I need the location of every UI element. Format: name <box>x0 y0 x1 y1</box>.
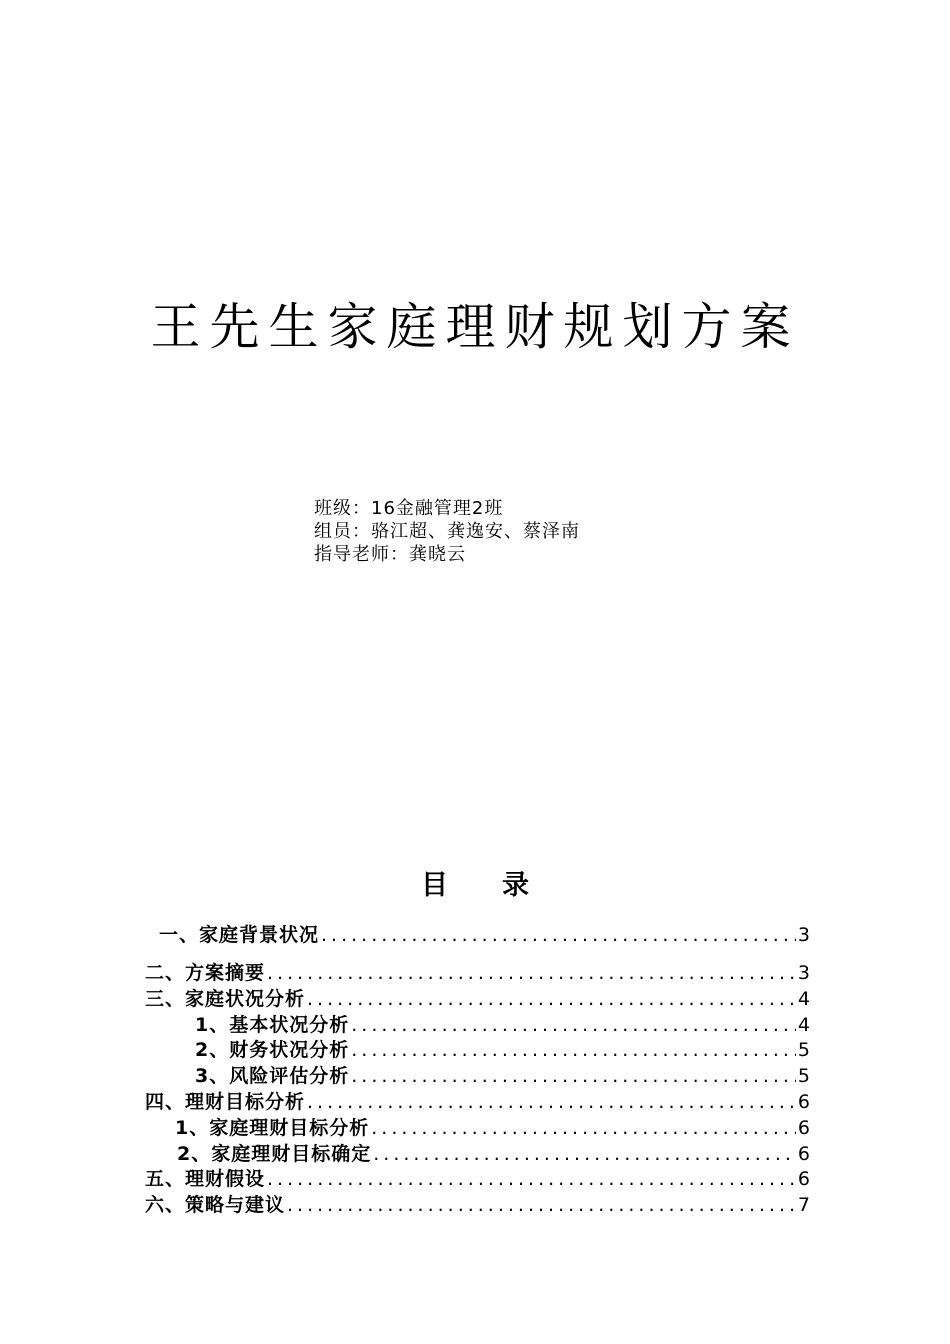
toc-entry[interactable] <box>145 1116 810 1142</box>
toc-entry-page: 4 <box>797 987 810 1010</box>
toc-entry[interactable] <box>145 961 810 987</box>
toc-entry-label: 二、方案摘要 <box>145 962 266 984</box>
toc-entry[interactable] <box>145 1038 810 1064</box>
toc-entry-page: 4 <box>797 1013 810 1036</box>
toc-entry-page: 3 <box>797 924 810 946</box>
toc-entry-page: 6 <box>797 1142 810 1165</box>
toc-leader-dots <box>307 987 796 1013</box>
toc-entry[interactable] <box>145 1090 810 1116</box>
toc-entry-label: 2、家庭理财目标确定 <box>177 1142 372 1165</box>
toc-entry[interactable] <box>145 987 810 1013</box>
document-title: 王先生家庭理财规划方案 <box>150 298 800 356</box>
members-line: 组员：骆江超、龚逸安、蔡泽南 <box>314 521 580 542</box>
advisor-line: 指导老师：龚晓云 <box>314 544 466 565</box>
toc-entry-label: 三、家庭状况分析 <box>145 987 306 1010</box>
toc-entry-page: 6 <box>797 1090 810 1113</box>
toc-entry[interactable] <box>145 1142 810 1168</box>
toc-entry-label: 2、财务状况分析 <box>195 1039 350 1062</box>
toc-entry[interactable] <box>145 1167 810 1193</box>
toc-heading <box>0 866 950 906</box>
document-info <box>314 497 580 566</box>
toc-leader-dots <box>373 1142 796 1168</box>
table-of-contents <box>145 921 810 1219</box>
toc-entry[interactable] <box>145 1193 810 1219</box>
toc-entry-label: 1、基本状况分析 <box>195 1013 350 1036</box>
toc-entry[interactable] <box>145 1064 810 1090</box>
toc-entry-page: 6 <box>797 1116 810 1139</box>
toc-entry-page: 3 <box>797 962 810 984</box>
toc-entry-page: 5 <box>797 1065 810 1088</box>
toc-leader-dots <box>321 921 796 949</box>
toc-entry[interactable] <box>145 1013 810 1039</box>
toc-leader-dots <box>267 1167 796 1193</box>
toc-entry-page: 5 <box>797 1039 810 1062</box>
toc-entry-label: 五、理财假设 <box>145 1168 266 1191</box>
toc-heading-left: 目 <box>421 870 448 901</box>
toc-heading-right: 录 <box>502 870 529 901</box>
toc-leader-dots <box>351 1013 796 1039</box>
toc-entry-label: 一、家庭背景状况 <box>159 924 320 946</box>
toc-entry-page: 7 <box>797 1194 810 1217</box>
toc-entry[interactable] <box>145 921 810 961</box>
toc-entry-label: 六、策略与建议 <box>145 1194 286 1217</box>
class-line: 班级：16金融管理2班 <box>314 498 504 519</box>
toc-entry-page: 6 <box>797 1168 810 1191</box>
toc-entry-label: 3、风险评估分析 <box>195 1065 350 1088</box>
toc-leader-dots <box>351 1064 796 1090</box>
toc-leader-dots <box>351 1038 796 1064</box>
toc-leader-dots <box>287 1193 796 1219</box>
toc-entry-label: 1、家庭理财目标分析 <box>175 1116 370 1139</box>
toc-leader-dots <box>267 961 796 987</box>
toc-leader-dots <box>371 1116 796 1142</box>
toc-entry-label: 四、理财目标分析 <box>145 1090 306 1113</box>
toc-leader-dots <box>307 1090 796 1116</box>
